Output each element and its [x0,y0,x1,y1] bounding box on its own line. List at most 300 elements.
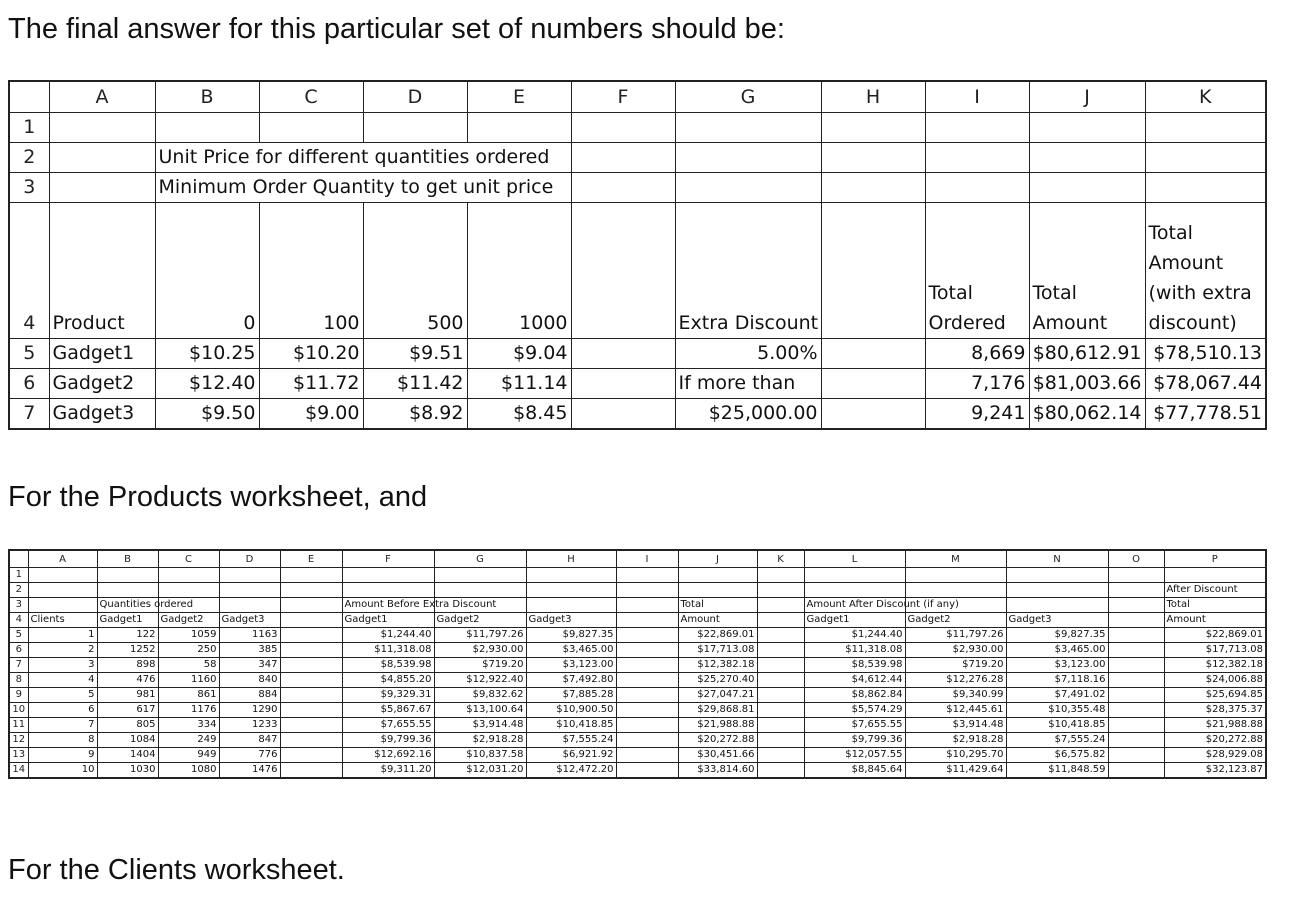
cell[interactable] [155,113,259,143]
cell[interactable] [1145,113,1266,143]
cell[interactable] [804,583,905,598]
threshold-value[interactable]: $25,000.00 [675,399,821,430]
amount-after[interactable]: $12,057.55 [804,748,905,763]
cell[interactable] [219,583,280,598]
amount-before[interactable]: $3,465.00 [526,643,616,658]
amount-before[interactable]: $12,031.20 [434,763,526,779]
cell[interactable] [1145,143,1266,173]
product-name[interactable]: Gadget1 [49,339,155,369]
cell[interactable] [821,143,925,173]
gadget-header[interactable]: Gadget3 [1006,613,1108,628]
cell[interactable] [1108,688,1164,703]
cell[interactable] [757,688,804,703]
cell[interactable] [158,568,219,583]
cell[interactable] [616,643,678,658]
amount-after[interactable]: $8,862.84 [804,688,905,703]
final-amount[interactable]: $22,869.01 [1164,628,1266,643]
cell[interactable] [280,643,342,658]
cell[interactable] [280,628,342,643]
total-ordered[interactable]: 9,241 [925,399,1029,430]
quantity[interactable]: 884 [219,688,280,703]
column-header: J [678,550,757,568]
total-amount[interactable]: $30,451.66 [678,748,757,763]
amount-before[interactable]: $9,329.31 [342,688,434,703]
final-amount[interactable]: $28,929.08 [1164,748,1266,763]
amount-after[interactable]: $6,575.82 [1006,748,1108,763]
unit-price[interactable]: $11.14 [467,369,571,399]
cell[interactable] [616,583,678,598]
amount-after[interactable]: $3,465.00 [1006,643,1108,658]
quantity[interactable]: 805 [97,718,158,733]
amount-before[interactable]: $10,418.85 [526,718,616,733]
cell[interactable] [259,113,363,143]
cell[interactable] [28,598,97,613]
amount-label[interactable]: Amount [1164,613,1266,628]
amount-after[interactable]: $2,930.00 [905,643,1006,658]
cell[interactable] [280,718,342,733]
amount-before[interactable]: $9,799.36 [342,733,434,748]
cell[interactable] [97,583,158,598]
cell[interactable] [571,399,675,430]
cell[interactable] [616,733,678,748]
cell[interactable] [1108,598,1164,613]
amount-before[interactable]: $8,539.98 [342,658,434,673]
amount-before[interactable]: $1,244.40 [342,628,434,643]
amount-after[interactable]: $10,295.70 [905,748,1006,763]
amount-before[interactable]: $2,930.00 [434,643,526,658]
amount-before[interactable]: $5,867.67 [342,703,434,718]
cell[interactable] [757,568,804,583]
product-name[interactable]: Gadget3 [49,399,155,430]
amount-before[interactable]: $7,655.55 [342,718,434,733]
column-header: D [219,550,280,568]
amount-after[interactable]: $10,355.48 [1006,703,1108,718]
quantity[interactable]: 840 [219,673,280,688]
cell[interactable] [905,583,1006,598]
client-id[interactable]: 1 [28,628,97,643]
cell[interactable] [821,173,925,203]
cell[interactable] [280,613,342,628]
cell[interactable] [280,568,342,583]
quantity[interactable]: 1252 [97,643,158,658]
final-amount[interactable]: $28,375.37 [1164,703,1266,718]
cell[interactable] [1108,613,1164,628]
amount-after[interactable]: $11,429.64 [905,763,1006,779]
cell[interactable] [757,703,804,718]
amount-before[interactable]: $11,318.08 [342,643,434,658]
cell[interactable] [925,143,1029,173]
client-id[interactable]: 4 [28,673,97,688]
quantity[interactable]: 58 [158,658,219,673]
cell[interactable] [821,369,925,399]
cell[interactable] [804,568,905,583]
amount-before[interactable]: $12,692.16 [342,748,434,763]
total-amount[interactable]: $25,270.40 [678,673,757,688]
amount-before[interactable]: $719.20 [434,658,526,673]
cell[interactable] [97,568,158,583]
quantity[interactable]: 334 [158,718,219,733]
cell[interactable] [757,613,804,628]
clients-header[interactable]: Clients [28,613,97,628]
cell[interactable] [280,658,342,673]
total-ordered-header[interactable]: Total Ordered [925,203,1029,339]
cell[interactable] [616,598,678,613]
client-id[interactable]: 10 [28,763,97,779]
cell[interactable] [1006,598,1108,613]
cell[interactable] [280,598,342,613]
quantity[interactable]: 347 [219,658,280,673]
unit-price[interactable]: $9.50 [155,399,259,430]
cell[interactable] [280,673,342,688]
quantity[interactable]: 861 [158,688,219,703]
amount-after[interactable]: $11,797.26 [905,628,1006,643]
cell[interactable] [49,173,155,203]
amount-before[interactable]: $10,900.50 [526,703,616,718]
cell[interactable] [616,718,678,733]
quantity[interactable]: 1080 [158,763,219,779]
row-header: 9 [9,688,28,703]
amount-before[interactable]: $9,311.20 [342,763,434,779]
amount-before[interactable]: $9,832.62 [434,688,526,703]
cell[interactable] [280,763,342,779]
amount-after[interactable]: $9,827.35 [1006,628,1108,643]
cell[interactable] [616,613,678,628]
final-amount[interactable]: $24,006.88 [1164,673,1266,688]
cell[interactable] [571,339,675,369]
cell[interactable] [757,643,804,658]
quantity[interactable]: 898 [97,658,158,673]
cell[interactable] [821,113,925,143]
cell[interactable] [616,748,678,763]
cell[interactable] [571,173,675,203]
amount-after[interactable]: $3,914.48 [905,718,1006,733]
total-amount[interactable]: $20,272.88 [678,733,757,748]
final-amount[interactable]: $25,694.85 [1164,688,1266,703]
total-ordered[interactable]: 7,176 [925,369,1029,399]
total-amount[interactable]: $27,047.21 [678,688,757,703]
cell[interactable] [757,673,804,688]
client-id[interactable]: 3 [28,658,97,673]
total-amount[interactable]: $33,814.60 [678,763,757,779]
cell[interactable] [616,568,678,583]
total-discounted[interactable]: $78,510.13 [1145,339,1266,369]
column-header: I [616,550,678,568]
quantity[interactable]: 776 [219,748,280,763]
cell[interactable] [571,113,675,143]
quantity[interactable]: 1176 [158,703,219,718]
cell[interactable] [280,733,342,748]
cell[interactable] [821,203,925,339]
amount-after[interactable]: $7,655.55 [804,718,905,733]
amount-before[interactable]: $13,100.64 [434,703,526,718]
cell[interactable] [526,598,616,613]
cell[interactable] [1108,763,1164,779]
cell[interactable] [526,583,616,598]
gadget-header[interactable]: Gadget1 [804,613,905,628]
total-amount[interactable]: $21,988.88 [678,718,757,733]
quantity[interactable]: 1030 [97,763,158,779]
cell[interactable] [757,733,804,748]
cell[interactable] [1006,583,1108,598]
cell[interactable] [616,763,678,779]
cell[interactable] [757,748,804,763]
quantity[interactable]: 249 [158,733,219,748]
cell[interactable] [1108,658,1164,673]
client-id[interactable]: 8 [28,733,97,748]
cell[interactable] [1108,733,1164,748]
cell[interactable] [280,583,342,598]
product-header[interactable]: Product [49,203,155,339]
total-amount[interactable]: $80,612.91 [1029,339,1145,369]
unit-price-label[interactable]: Unit Price for different quantities ordered [155,143,571,173]
quantity[interactable]: 1084 [97,733,158,748]
amount-after[interactable]: $2,918.28 [905,733,1006,748]
total-label[interactable]: Total [1164,598,1266,613]
amount-before[interactable]: $3,123.00 [526,658,616,673]
amount-after[interactable]: $12,445.61 [905,703,1006,718]
cell[interactable] [158,583,219,598]
amount-after[interactable]: $11,848.59 [1006,763,1108,779]
final-amount[interactable]: $21,988.88 [1164,718,1266,733]
tier-quantity[interactable]: 500 [363,203,467,339]
client-id[interactable]: 7 [28,718,97,733]
cell[interactable] [757,763,804,779]
final-amount[interactable]: $32,123.87 [1164,763,1266,779]
tier-quantity[interactable]: 1000 [467,203,571,339]
gadget-header[interactable]: Gadget3 [526,613,616,628]
total-amount[interactable]: $22,869.01 [678,628,757,643]
total-amount[interactable]: $17,713.08 [678,643,757,658]
unit-price[interactable]: $8.92 [363,399,467,430]
cell[interactable] [1145,173,1266,203]
quantity[interactable]: 476 [97,673,158,688]
gadget-header[interactable]: Gadget2 [434,613,526,628]
cell[interactable] [678,568,757,583]
amount-before[interactable]: $7,555.24 [526,733,616,748]
cell[interactable] [49,143,155,173]
cell[interactable] [280,748,342,763]
unit-price[interactable]: $11.42 [363,369,467,399]
quantity[interactable]: 847 [219,733,280,748]
total-amount[interactable]: $80,062.14 [1029,399,1145,430]
amount-after[interactable]: $8,845.64 [804,763,905,779]
quantity[interactable]: 949 [158,748,219,763]
quantity[interactable]: 250 [158,643,219,658]
cell[interactable] [757,718,804,733]
cell[interactable] [675,143,821,173]
cell[interactable] [1108,718,1164,733]
cell[interactable] [342,568,434,583]
amount-after[interactable]: $7,555.24 [1006,733,1108,748]
cell[interactable] [1029,113,1145,143]
total-discounted[interactable]: $77,778.51 [1145,399,1266,430]
quantity[interactable]: 1163 [219,628,280,643]
final-amount[interactable]: $17,713.08 [1164,643,1266,658]
cell[interactable] [678,583,757,598]
amount-after[interactable]: $1,244.40 [804,628,905,643]
gadget-header[interactable]: Gadget2 [905,613,1006,628]
total-discounted[interactable]: $78,067.44 [1145,369,1266,399]
amount-after[interactable]: $719.20 [905,658,1006,673]
cell[interactable] [1108,583,1164,598]
row-header: 7 [9,399,49,430]
cell[interactable] [1108,673,1164,688]
client-id[interactable]: 9 [28,748,97,763]
cell[interactable] [925,113,1029,143]
cell[interactable] [363,113,467,143]
quantity[interactable]: 981 [97,688,158,703]
cell[interactable] [616,673,678,688]
corner-cell [9,81,49,113]
cell[interactable] [28,583,97,598]
total-amount[interactable]: $29,868.81 [678,703,757,718]
cell[interactable] [434,583,526,598]
amount-before[interactable]: $10,837.58 [434,748,526,763]
quantity[interactable]: 1160 [158,673,219,688]
cell[interactable] [925,173,1029,203]
amount-label[interactable]: Amount [678,613,757,628]
amount-after[interactable]: $7,491.02 [1006,688,1108,703]
client-id[interactable]: 6 [28,703,97,718]
amount-before[interactable]: $6,921.92 [526,748,616,763]
amount-before[interactable]: $3,914.48 [434,718,526,733]
cell[interactable] [757,658,804,673]
cell[interactable] [434,568,526,583]
unit-price[interactable]: $9.51 [363,339,467,369]
amount-before[interactable]: $12,922.40 [434,673,526,688]
amount-after[interactable]: $11,318.08 [804,643,905,658]
final-amount[interactable]: $12,382.18 [1164,658,1266,673]
unit-price[interactable]: $10.25 [155,339,259,369]
amount-before[interactable]: $7,885.28 [526,688,616,703]
unit-price[interactable]: $11.72 [259,369,363,399]
cell[interactable] [1108,703,1164,718]
cell[interactable] [675,173,821,203]
amount-after[interactable]: $4,612.44 [804,673,905,688]
cell[interactable] [467,113,571,143]
amount-after[interactable]: $5,574.29 [804,703,905,718]
extra-discount-rate[interactable]: 5.00% [675,339,821,369]
product-name[interactable]: Gadget2 [49,369,155,399]
amount-after[interactable]: $9,799.36 [804,733,905,748]
cell[interactable] [1108,748,1164,763]
quantity[interactable]: 1290 [219,703,280,718]
total-amount[interactable]: $12,382.18 [678,658,757,673]
cell[interactable] [821,339,925,369]
cell[interactable] [1108,643,1164,658]
column-header: B [97,550,158,568]
quantity[interactable]: 1233 [219,718,280,733]
unit-price[interactable]: $10.20 [259,339,363,369]
cell[interactable] [821,399,925,430]
row-header: 3 [9,598,28,613]
amount-after[interactable]: $10,418.85 [1006,718,1108,733]
gadget-header[interactable]: Gadget1 [342,613,434,628]
cell[interactable] [571,143,675,173]
amount-after[interactable]: $12,276.28 [905,673,1006,688]
cell[interactable] [1006,568,1108,583]
cell[interactable] [571,203,675,339]
cell[interactable] [757,598,804,613]
amount-after[interactable]: $8,539.98 [804,658,905,673]
total-amount-discount-header[interactable]: Total Amount (with extra discount) [1145,203,1266,339]
quantities-label[interactable]: Quantities ordered [97,598,158,613]
gadget-header[interactable]: Gadget2 [158,613,219,628]
cell[interactable] [1108,628,1164,643]
cell[interactable] [616,658,678,673]
amount-after[interactable]: $3,123.00 [1006,658,1108,673]
if-more-than-label[interactable]: If more than [675,369,821,399]
extra-discount-label[interactable]: Extra Discount [675,203,821,339]
cell[interactable] [675,113,821,143]
amount-before[interactable]: $7,492.80 [526,673,616,688]
amount-after[interactable]: $7,118.16 [1006,673,1108,688]
unit-price[interactable]: $9.00 [259,399,363,430]
cell[interactable] [905,568,1006,583]
quantity[interactable]: 617 [97,703,158,718]
amount-before[interactable]: $11,797.26 [434,628,526,643]
total-amount[interactable]: $81,003.66 [1029,369,1145,399]
cell[interactable] [28,568,97,583]
unit-price[interactable]: $9.04 [467,339,571,369]
gadget-header[interactable]: Gadget1 [97,613,158,628]
cell[interactable] [526,568,616,583]
after-discount-label[interactable]: After Discount [1164,583,1266,598]
gadget-header[interactable]: Gadget3 [219,613,280,628]
cell[interactable] [1029,173,1145,203]
min-order-label[interactable]: Minimum Order Quantity to get unit price [155,173,571,203]
quantity[interactable]: 1059 [158,628,219,643]
cell[interactable] [219,568,280,583]
total-label[interactable]: Total [678,598,757,613]
cell[interactable] [280,688,342,703]
cell[interactable] [49,113,155,143]
amount-after-label[interactable]: Amount After Discount (if any) [804,598,905,613]
quantity[interactable]: 1476 [219,763,280,779]
total-ordered[interactable]: 8,669 [925,339,1029,369]
client-id[interactable]: 2 [28,643,97,658]
cell[interactable] [571,369,675,399]
amount-before-label[interactable]: Amount Before Extra Discount [342,598,434,613]
cell[interactable] [1029,143,1145,173]
unit-price[interactable]: $12.40 [155,369,259,399]
cell[interactable] [616,688,678,703]
cell[interactable] [1108,568,1164,583]
quantity[interactable]: 122 [97,628,158,643]
amount-after[interactable]: $9,340.99 [905,688,1006,703]
tier-quantity[interactable]: 0 [155,203,259,339]
cell[interactable] [757,628,804,643]
cell[interactable] [616,628,678,643]
cell[interactable] [1164,568,1266,583]
amount-before[interactable]: $12,472.20 [526,763,616,779]
cell[interactable] [219,598,280,613]
cell[interactable] [757,583,804,598]
total-amount-header[interactable]: Total Amount [1029,203,1145,339]
cell[interactable] [616,703,678,718]
tier-quantity[interactable]: 100 [259,203,363,339]
quantity[interactable]: 1404 [97,748,158,763]
amount-before[interactable]: $4,855.20 [342,673,434,688]
cell[interactable] [342,583,434,598]
amount-before[interactable]: $9,827.35 [526,628,616,643]
client-id[interactable]: 5 [28,688,97,703]
cell[interactable] [280,703,342,718]
unit-price[interactable]: $8.45 [467,399,571,430]
quantity[interactable]: 385 [219,643,280,658]
final-amount[interactable]: $20,272.88 [1164,733,1266,748]
amount-before[interactable]: $2,918.28 [434,733,526,748]
